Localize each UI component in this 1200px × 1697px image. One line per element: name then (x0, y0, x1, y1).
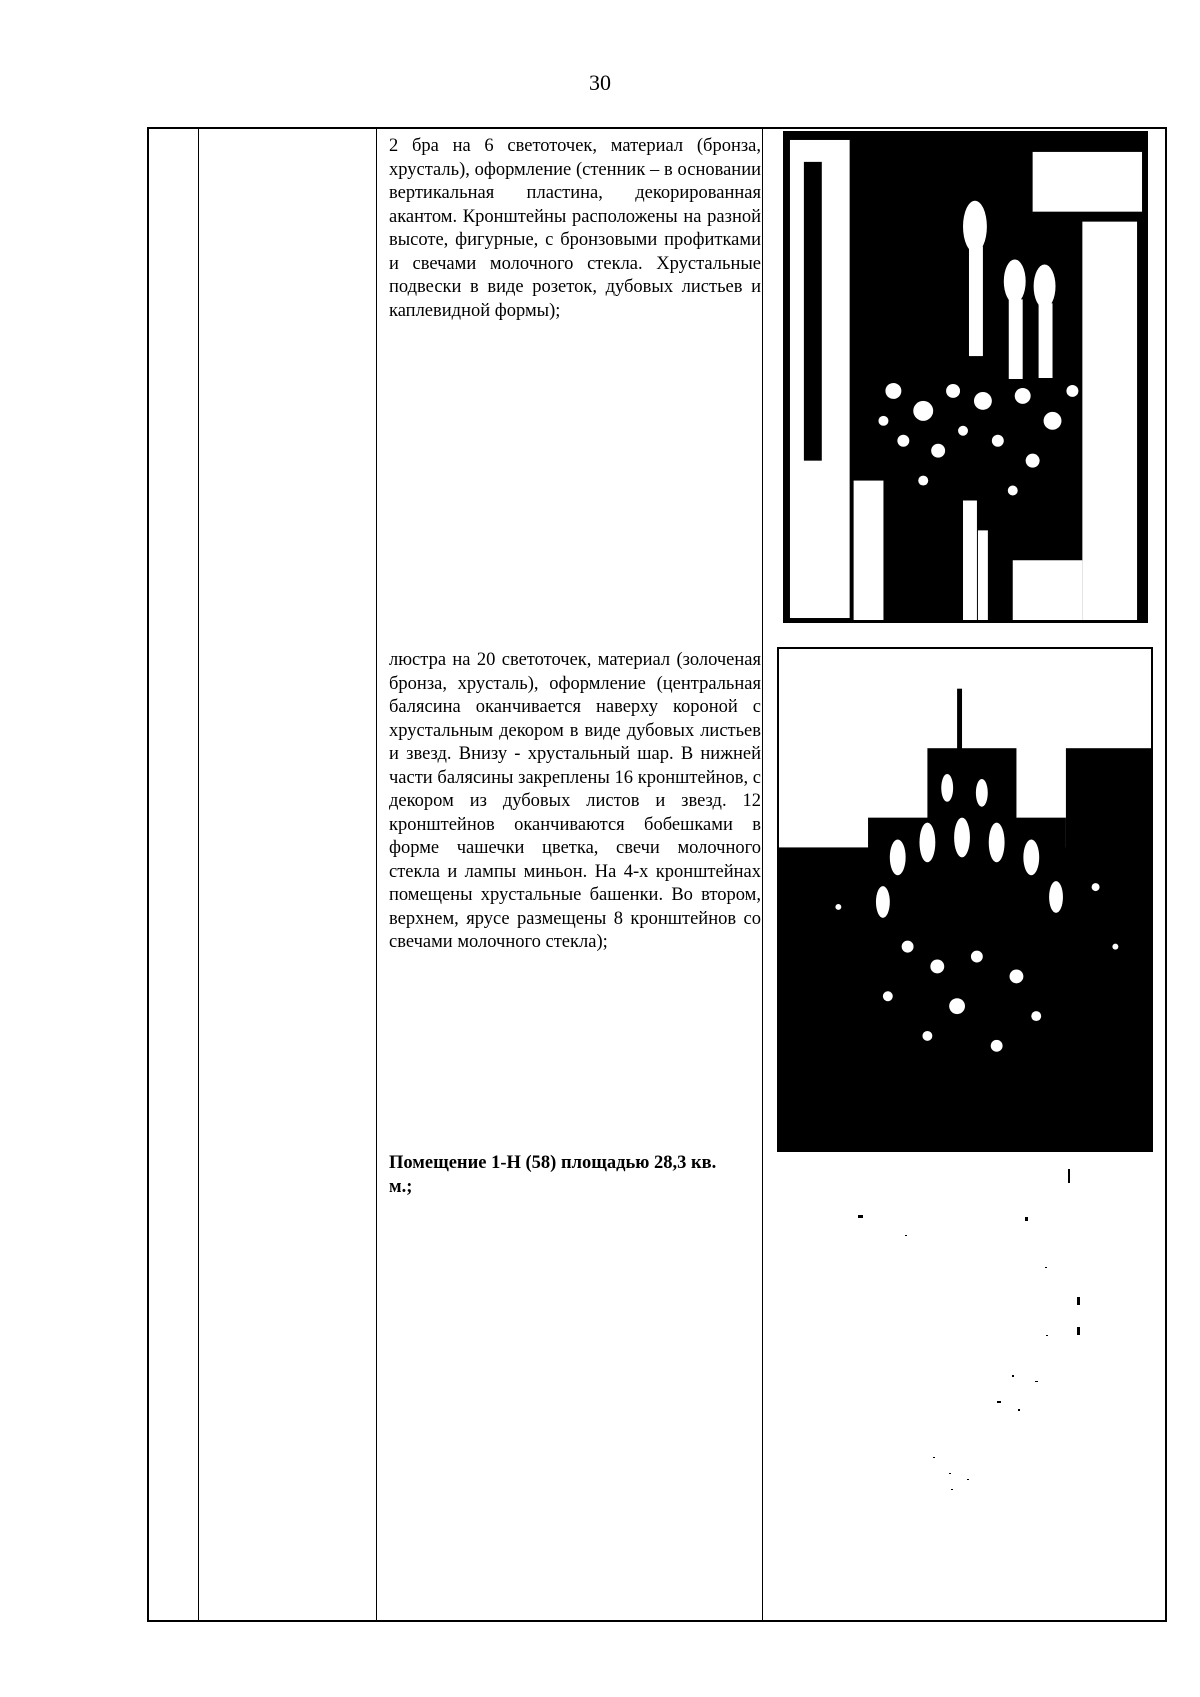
sconce-photo (783, 131, 1148, 623)
chandelier-photo (777, 647, 1153, 1152)
room-heading: Помещение 1-Н (58) площадью 28,3 кв. м.; (389, 1153, 717, 1197)
chandelier-description: люстра на 20 светоточек, материал (золоченая бронза, хрусталь), оформление (центральная балясина оканчивается наверху короной с хрустальным декором в виде дубовых листьев и звезд. Внизу - хрустальный шар. В нижней части балясины закреплены 16 кронштейнов, с декором из дубовых листов и звезд. 12 кронштейнов оканчиваются бобешками в форме чашечки цветка, свечи молочного стекла и лампы миньон. На 4-х кронштейнах помещены хрустальные башенки. Во втором, верхнем, ярусе размещены 8 кронштейнов со свечами молочного стекла); (389, 650, 761, 952)
page-number: 30 (589, 70, 611, 95)
sconce-description: 2 бра на 6 светоточек, материал (бронза, хрусталь), оформление (стенник – в основании вертикальная пластина, декорированная акантом. Кронштейны расположены на разной высоте, фигурные, с бронзовыми профитками и свечами молочного стекла. Хрустальные подвески в виде розеток, дубовых листьев и каплевидной формы); (389, 136, 761, 321)
inventory-table (147, 127, 1167, 1622)
column-divider (198, 129, 199, 1620)
column-divider (376, 129, 377, 1620)
scan-noise (763, 1169, 1167, 1599)
